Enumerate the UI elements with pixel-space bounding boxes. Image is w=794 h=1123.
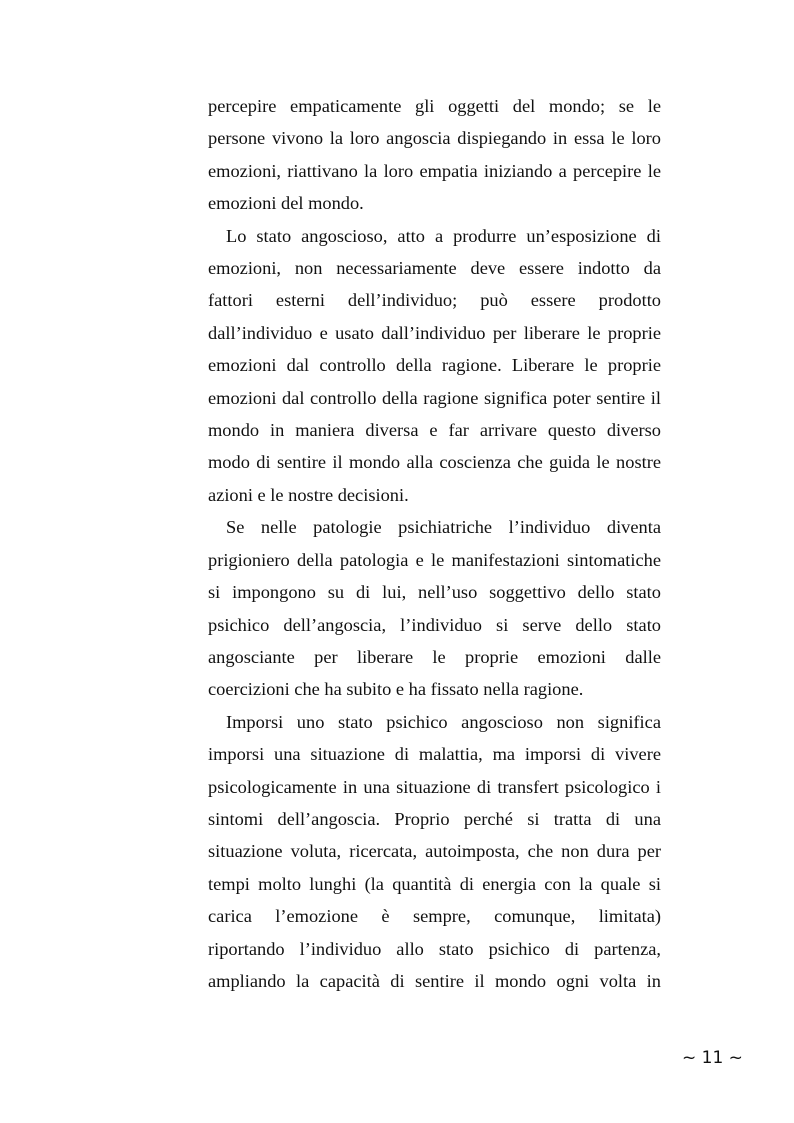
text-line: psichico dell’angoscia, l’individuo si serve dello stato [208, 614, 661, 635]
text-line: emozioni del mondo. [208, 193, 364, 214]
text-line: Imporsi uno stato psichico angoscioso non significa [226, 711, 661, 732]
paragraph-3 [208, 511, 661, 705]
paragraph-1 [208, 90, 661, 220]
text-line: carica l’emozione è sempre, comunque, limitata) [208, 906, 661, 927]
text-line: emozioni dal controllo della ragione significa poter sentire il [208, 387, 661, 408]
text-line: emozioni, riattivano la loro empatia iniziando a percepire le [208, 160, 661, 181]
paragraph-4 [208, 706, 661, 998]
text-line: fattori esterni dell’individuo; può essere prodotto [208, 290, 661, 311]
text-line: azioni e le nostre decisioni. [208, 484, 409, 505]
text-line: angosciante per liberare le proprie emozioni dalle [208, 646, 661, 667]
text-line: percepire empaticamente gli oggetti del mondo; se le [208, 96, 661, 116]
body-text [208, 90, 661, 997]
text-line: modo di sentire il mondo alla coscienza che guida le nostre [208, 452, 661, 473]
text-line: riportando l’individuo allo stato psichico di partenza, [208, 938, 661, 959]
text-line: prigioniero della patologia e le manifestazioni sintomatiche [208, 549, 661, 570]
text-line: imporsi una situazione di malattia, ma imporsi di vivere [208, 744, 661, 765]
text-line: mondo in maniera diversa e far arrivare questo diverso [208, 420, 661, 441]
text-line: ampliando la capacità di sentire il mondo ogni volta in [208, 970, 661, 991]
text-line: Se nelle patologie psichiatriche l’individuo diventa [226, 517, 661, 538]
text-line: dall’individuo e usato dall’individuo per liberare le proprie [208, 322, 661, 343]
text-line: Lo stato angoscioso, atto a produrre un’esposizione di [226, 225, 661, 246]
text-line: persone vivono la loro angoscia dispiegando in essa le loro [208, 128, 661, 149]
text-line: emozioni dal controllo della ragione. Liberare le proprie [208, 355, 661, 376]
text-line: situazione voluta, ricercata, autoimposta, che non dura per [208, 841, 661, 862]
text-line: emozioni, non necessariamente deve essere indotto da [208, 258, 661, 279]
text-line: psicologicamente in una situazione di transfert psicologico i [208, 776, 661, 797]
page-number: ~ 11 ~ [682, 1048, 743, 1068]
text-line: coercizioni che ha subito e ha fissato nella ragione. [208, 679, 584, 700]
text-line: si impongono su di lui, nell’uso soggettivo dello stato [208, 582, 661, 603]
text-line: tempi molto lunghi (la quantità di energia con la quale si [208, 873, 661, 894]
paragraph-2 [208, 220, 661, 512]
text-line: sintomi dell’angoscia. Proprio perché si tratta di una [208, 808, 661, 829]
